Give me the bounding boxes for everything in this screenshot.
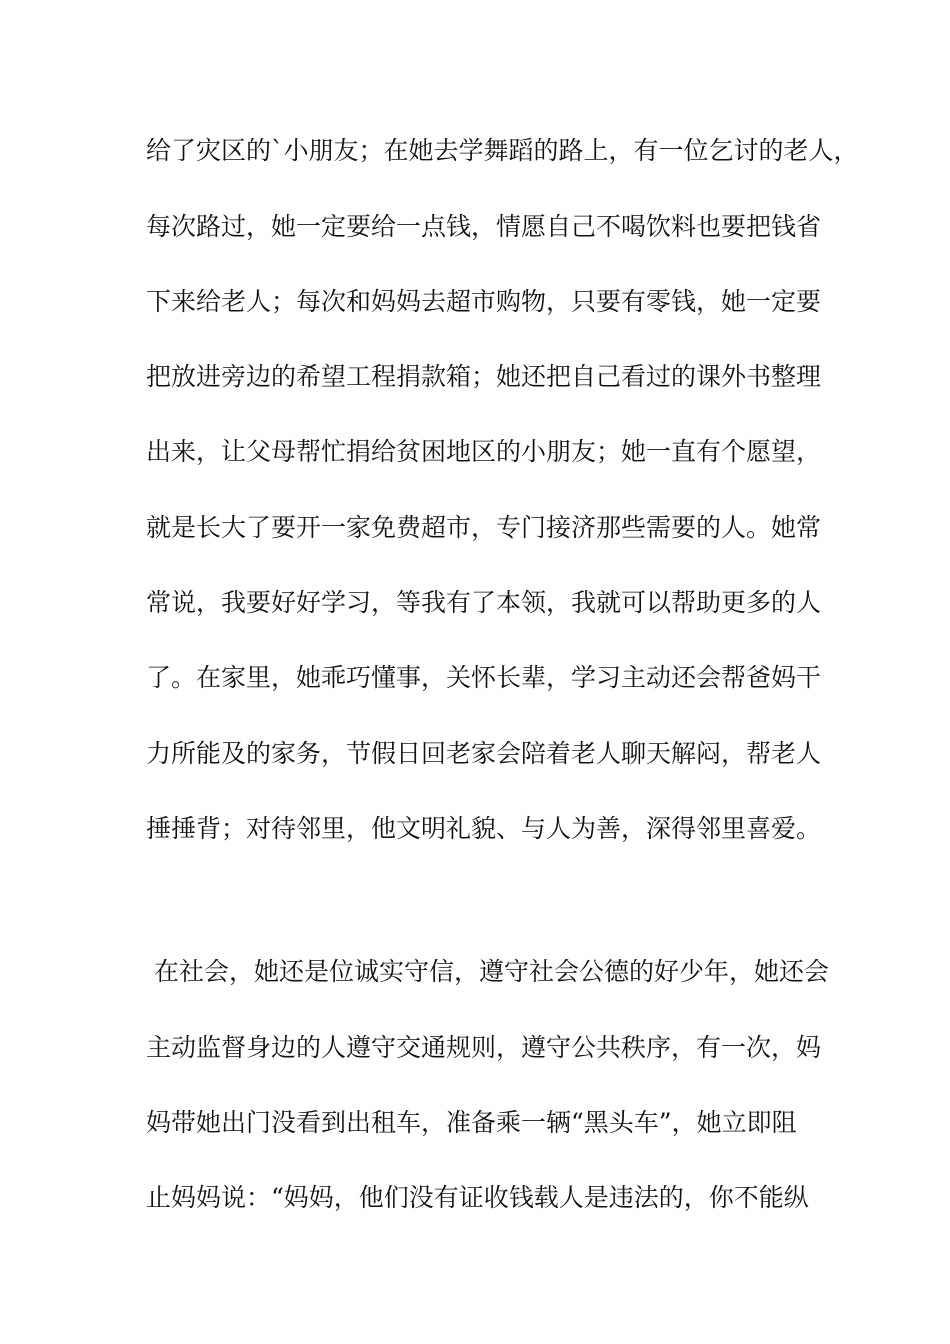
text-line: 把放进旁边的希望工程捐款箱；她还把自己看过的课外书整理 (146, 362, 822, 391)
text-line: 常说，我要好好学习，等我有了本领，我就可以帮助更多的人 (146, 588, 822, 617)
text-line: 捶捶背；对待邻里，他文明礼貌、与人为善，深得邻里喜爱。 (146, 814, 822, 843)
text-line: 就是长大了要开一家免费超市，专门接济那些需要的人。她常 (146, 513, 822, 542)
text-line: 主动监督身边的人遵守交通规则，遵守公共秩序，有一次，妈 (146, 1033, 822, 1062)
text-line: 每次路过，她一定要给一点钱，情愿自己不喝饮料也要把钱省 (146, 212, 822, 241)
text-line: 力所能及的家务，节假日回老家会陪着老人聊天解闷，帮老人 (146, 739, 822, 768)
text-line: 下来给老人；每次和妈妈去超市购物，只要有零钱，她一定要 (146, 287, 822, 316)
text-line: 妈带她出门没看到出租车，准备乘一辆“黑头车”，她立即阻 (146, 1108, 797, 1137)
text-line: 了。在家里，她乖巧懂事，关怀长辈，学习主动还会帮爸妈干 (146, 663, 822, 692)
text-line: 在社会，她还是位诚实守信，遵守社会公德的好少年，她还会 (146, 957, 829, 986)
text-line: 给了灾区的`小朋友；在她去学舞蹈的路上，有一位乞讨的老人， (146, 136, 859, 165)
text-line: 止妈妈说：“妈妈，他们没有证收钱载人是违法的，你不能纵 (146, 1183, 809, 1212)
text-line: 出来，让父母帮忙捐给贫困地区的小朋友；她一直有个愿望， (146, 437, 822, 466)
